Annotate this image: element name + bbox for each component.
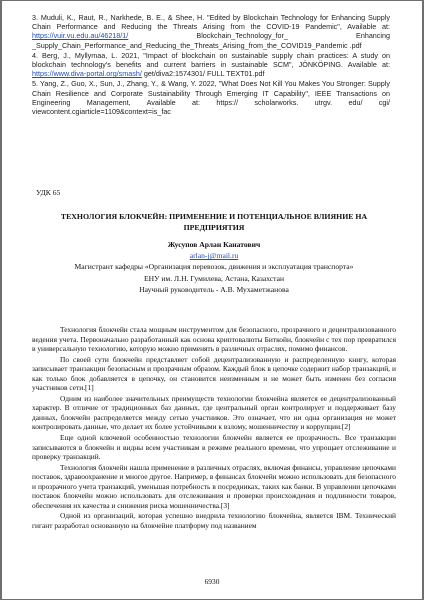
author-block	[32, 239, 396, 295]
udk-code: УДК 65	[36, 188, 61, 197]
reference-link[interactable]: https://vuir.vu.edu.au/46218/1/	[32, 31, 129, 41]
reference-text: 4. Berg, J., Myllymaa, L. 2021, "Impact of blockchain on sustainable supply chain practices: A study on blockchain technology's benefits and current barriers in sustainable SCM", JÖNKÖPING. Available at:	[32, 50, 390, 70]
body-paragraph: Одной из организаций, которая успешно внедрила технологию блокчейна, является IBM. Технический гигант разработал основанную на блокчейне платформу под названием	[32, 511, 396, 530]
reference-list	[32, 13, 390, 117]
reference-tail: Blockchain_Technology_for_ Enhancing _Supply_Chain_Performance_and_Reducing_the_Threats_Arising_from_the_COVID19_Pandemic .pdf	[32, 31, 390, 50]
author-university: ЕНУ им. Л.Н. Гумилева, Астана, Казахстан	[143, 273, 285, 283]
author-position: Магистрант кафедры «Организация перевозок, движения и эксплуатация транспорта»	[74, 262, 354, 272]
reference-item-3	[32, 13, 390, 50]
reference-text: 5. Yang, Z., Guo, X., Sun, J., Zhang, Y., & Wang, Y. 2022, "What Does Not Kill You Makes You Stronger: Supply Chain Resilience and Corporate Sustainability Through Emerging IT Capability", IEEE Transactions on Engineering Management, Available at: https:// scholarworks. utrgv. edu/ cgi/ viewcontent.cgiarticle=1109&context=is_fac	[32, 79, 390, 117]
article-body	[32, 325, 396, 531]
page-number: 6930	[204, 577, 220, 586]
reference-tail: get/diva2:1574301/ FULL TEXT01.pdf	[141, 69, 265, 79]
article-title: ТЕХНОЛОГИЯ БЛОКЧЕЙН: ПРИМЕНЕНИЕ И ПОТЕНЦИАЛЬНОЕ ВЛИЯНИЕ НА ПРЕДПРИЯТИЯ	[60, 212, 368, 232]
reference-text: 3. Muduli, K., Raut, R., Narkhede, B. E., & Shee, H. "Edited by Blockchain Technology for Enhancing Supply Chain Performance and Reducing the Threats Arising from the COVID-19 Pandemic", Available at:	[32, 13, 390, 32]
reference-item-4	[32, 51, 390, 79]
author-email-link[interactable]: arlan-j@mail.ru	[189, 251, 239, 261]
reference-item-5	[32, 79, 390, 116]
body-paragraph: По своей сути блокчейн представляет собой децентрализованную и распределенную книгу, которая записывает транзакции безопасным и прозрачным образом. Каждый блок в цепочке содержит набор транзакций, и как только блок добавляется в цепочку, он становится неизменным и не может быть изменен без согласия участников сети.[1]	[32, 354, 396, 393]
author-name: Жусупов Арлан Канатович	[167, 240, 261, 249]
author-supervisor: Научный руководитель - А.В. Мухаметжанова	[139, 284, 289, 294]
body-paragraph: Одним из наиболее значительных преимуществ технологии блокчейна является ее децентрализованный характер. В отличие от традиционных баз данных, где центральный орган контролирует и поддерживает базу данных, блокчейн распределяется между сетью участников. Это означает, что ни одна организация не может контролировать данные, что делает их более устойчивыми к взлому, мошенничеству и коррупции.[2]	[32, 393, 396, 432]
reference-link[interactable]: https://www.diva-portal.org/smash/	[32, 69, 142, 79]
body-paragraph: Технология блокчейн стала мощным инструментом для безопасного, прозрачного и децентрализованного ведения учета. Первоначально разработанный как основа криптовалюты Биткойн, блокчейн с тех пор превратился в универсальную технологию, которую можно применять в различных отраслях, помимо финансов.	[32, 325, 396, 354]
body-paragraph: Технология блокчейн нашла применение в различных отраслях, включая финансы, управление цепочками поставок, здравоохранение и многое другое. Например, в финансах блокчейн можно использовать для безопасного и прозрачного учета транзакций, уменьшая потребность в посредниках, таких как банки. В управлении цепочками поставок блокчейн можно использовать для отслеживания и проверки происхождения и подлинности товаров, обеспечения их качества и снижения риска мошенничества.[3]	[32, 462, 396, 510]
document-page	[2, 1, 422, 599]
body-paragraph: Еще одной ключевой особенностью технологии блокчейн является ее прозрачность. Все транзакции записываются в блокчейн и видны всем участникам в режиме реального времени, что упрощает отслеживание и проверку транзакций.	[32, 433, 396, 462]
